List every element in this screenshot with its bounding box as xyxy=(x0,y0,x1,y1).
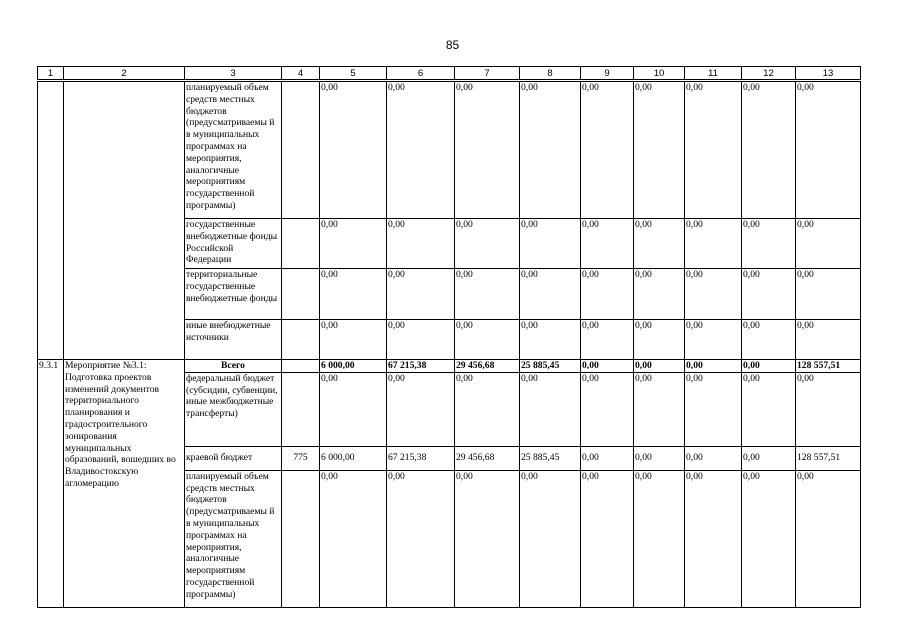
column-header: 7 xyxy=(455,67,520,80)
value-cell: 0,00 xyxy=(520,372,581,446)
column-header: 4 xyxy=(282,67,320,80)
source-cell: планируемый объем средств местных бюджетов (предусматриваемы й в муниципальных программах на мероприятия, аналогичные мероприятиям государственной программы) xyxy=(185,82,282,219)
value-cell-total: 67 215,38 xyxy=(387,360,455,373)
grbs-cell xyxy=(282,470,320,607)
table-row-total xyxy=(38,360,861,373)
value-cell: 29 456,68 xyxy=(455,446,520,470)
value-cell-total: 0,00 xyxy=(742,360,796,373)
column-header: 2 xyxy=(64,67,185,80)
value-cell-total: 6 000,00 xyxy=(320,360,387,373)
value-cell: 0,00 xyxy=(634,82,685,219)
value-cell: 0,00 xyxy=(796,372,861,446)
value-cell: 0,00 xyxy=(634,269,685,320)
value-cell: 0,00 xyxy=(387,82,455,219)
value-cell: 0,00 xyxy=(387,269,455,320)
measure-title: Мероприятие №3.1: Подготовка проектов изменений документов территориального планирования и градостроительного зонирования муниципальных образований, вошедших во Владивостокскую агломерацию xyxy=(64,360,185,608)
column-header-row xyxy=(38,67,861,80)
column-header: 13 xyxy=(796,67,861,80)
value-cell-total: 0,00 xyxy=(634,360,685,373)
value-cell-total: 0,00 xyxy=(685,360,742,373)
value-cell: 0,00 xyxy=(634,219,685,269)
value-cell: 0,00 xyxy=(520,320,581,360)
column-header: 5 xyxy=(320,67,387,80)
value-cell: 0,00 xyxy=(634,372,685,446)
value-cell: 0,00 xyxy=(520,219,581,269)
value-cell: 0,00 xyxy=(634,470,685,607)
source-cell: федеральный бюджет (субсидии, субвенции, иные межбюджетные трансферты) xyxy=(185,372,282,446)
column-header: 3 xyxy=(185,67,282,80)
value-cell: 0,00 xyxy=(520,82,581,219)
value-cell: 0,00 xyxy=(685,446,742,470)
value-cell: 0,00 xyxy=(742,446,796,470)
value-cell: 67 215,38 xyxy=(387,446,455,470)
column-header: 9 xyxy=(581,67,634,80)
value-cell: 0,00 xyxy=(685,82,742,219)
value-cell: 0,00 xyxy=(387,219,455,269)
column-header: 8 xyxy=(520,67,581,80)
value-cell: 0,00 xyxy=(796,320,861,360)
value-cell: 0,00 xyxy=(520,269,581,320)
value-cell: 0,00 xyxy=(581,470,634,607)
value-cell: 0,00 xyxy=(581,269,634,320)
value-cell: 0,00 xyxy=(742,219,796,269)
value-cell: 0,00 xyxy=(796,269,861,320)
value-cell: 0,00 xyxy=(742,82,796,219)
value-cell: 128 557,51 xyxy=(796,446,861,470)
value-cell: 0,00 xyxy=(320,219,387,269)
value-cell: 0,00 xyxy=(742,269,796,320)
source-cell: краевой бюджет xyxy=(185,446,282,470)
value-cell: 0,00 xyxy=(455,82,520,219)
value-cell: 0,00 xyxy=(581,219,634,269)
value-cell: 0,00 xyxy=(455,470,520,607)
source-cell: планируемый объем средств местных бюджетов (предусматриваемы й в муниципальных программах на мероприятия, аналогичные мероприятиям государственной программы) xyxy=(185,470,282,607)
value-cell: 0,00 xyxy=(685,372,742,446)
continuation-title-cell xyxy=(64,82,185,360)
grbs-cell: 775 xyxy=(282,446,320,470)
value-cell: 0,00 xyxy=(320,470,387,607)
value-cell-total: 0,00 xyxy=(581,360,634,373)
column-header-table xyxy=(37,66,861,80)
value-cell: 0,00 xyxy=(387,372,455,446)
financing-table xyxy=(37,81,861,608)
grbs-cell xyxy=(282,269,320,320)
value-cell: 0,00 xyxy=(581,320,634,360)
value-cell: 0,00 xyxy=(581,372,634,446)
column-header: 11 xyxy=(685,67,742,80)
column-header: 6 xyxy=(387,67,455,80)
value-cell: 0,00 xyxy=(455,269,520,320)
value-cell: 0,00 xyxy=(796,82,861,219)
value-cell: 0,00 xyxy=(685,470,742,607)
value-cell: 0,00 xyxy=(685,219,742,269)
value-cell: 0,00 xyxy=(455,219,520,269)
value-cell: 6 000,00 xyxy=(320,446,387,470)
grbs-cell xyxy=(282,82,320,219)
value-cell: 0,00 xyxy=(387,320,455,360)
value-cell: 0,00 xyxy=(742,320,796,360)
value-cell: 0,00 xyxy=(581,446,634,470)
value-cell: 0,00 xyxy=(320,82,387,219)
value-cell: 0,00 xyxy=(581,82,634,219)
grbs-cell xyxy=(282,320,320,360)
value-cell-total: 128 557,51 xyxy=(796,360,861,373)
value-cell: 0,00 xyxy=(685,269,742,320)
value-cell: 0,00 xyxy=(455,372,520,446)
value-cell: 0,00 xyxy=(634,446,685,470)
value-cell: 25 885,45 xyxy=(520,446,581,470)
value-cell: 0,00 xyxy=(520,470,581,607)
value-cell: 0,00 xyxy=(387,470,455,607)
column-header: 10 xyxy=(634,67,685,80)
value-cell-total: 29 456,68 xyxy=(455,360,520,373)
value-cell-total: 25 885,45 xyxy=(520,360,581,373)
column-header: 12 xyxy=(742,67,796,80)
grbs-cell xyxy=(282,372,320,446)
value-cell: 0,00 xyxy=(634,320,685,360)
value-cell: 0,00 xyxy=(320,269,387,320)
measure-number: 9.3.1 xyxy=(38,360,64,608)
grbs-cell xyxy=(282,360,320,373)
value-cell: 0,00 xyxy=(455,320,520,360)
value-cell: 0,00 xyxy=(742,372,796,446)
source-cell-total: Всего xyxy=(185,360,282,373)
page-number: 85 xyxy=(445,38,460,52)
source-cell: государственные внебюджетные фонды Российской Федерации xyxy=(185,219,282,269)
grbs-cell xyxy=(282,219,320,269)
source-cell: территориальные государственные внебюджетные фонды xyxy=(185,269,282,320)
source-cell: иные внебюджетные источники xyxy=(185,320,282,360)
table-row xyxy=(38,82,861,219)
continuation-number-cell xyxy=(38,82,64,360)
value-cell: 0,00 xyxy=(742,470,796,607)
value-cell: 0,00 xyxy=(796,219,861,269)
column-header: 1 xyxy=(38,67,64,80)
value-cell: 0,00 xyxy=(320,320,387,360)
value-cell: 0,00 xyxy=(320,372,387,446)
value-cell: 0,00 xyxy=(796,470,861,607)
value-cell: 0,00 xyxy=(685,320,742,360)
